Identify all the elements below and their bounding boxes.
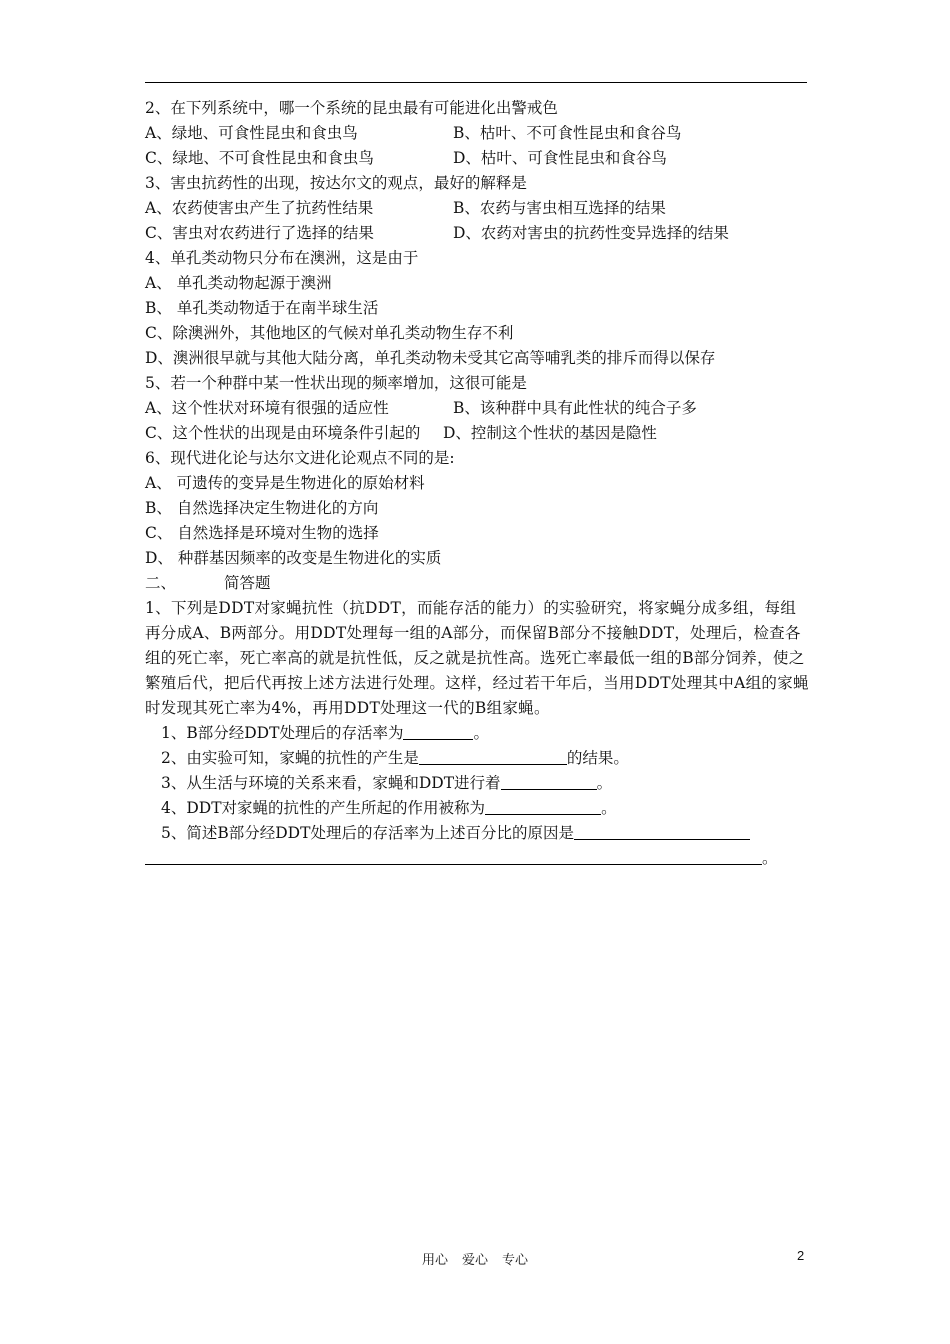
sub-question-5-continuation — [145, 846, 810, 871]
question-content — [145, 96, 810, 871]
q2-option-c: C、绿地、不可食性昆虫和食虫鸟 — [145, 149, 374, 167]
footer-word-3: 专心 — [502, 1253, 529, 1268]
sub-question-4-end: 。 — [601, 799, 617, 817]
q4-option-a: A、 单孔类动物起源于澳洲 — [145, 274, 332, 292]
q6-stem: 6、现代进化论与达尔文进化论观点不同的是: — [145, 449, 455, 467]
sub-question-5-text: 5、简述B部分经DDT处理后的存活率为上述百分比的原因是 — [161, 824, 574, 842]
short-answer-intro: 1、下列是DDT对家蝇抗性（抗DDT，而能存活的能力）的实验研究，将家蝇分成多组，每组再分成A、B两部分。用DDT处理每一组的A部分，而保留B部分不接触DDT，处理后，检查各组的死亡率，死亡率高的就是抗性低，反之就是抗性高。选死亡率最低一组的B部分饲养，使之繁殖后代，把后代再按上述方法进行处理。这样，经过若干年后，当用DDT处理其中A组的家蝇时发现其死亡率为4%，再用DDT处理这一代的B组家蝇。 — [145, 599, 809, 717]
header-rule — [145, 82, 807, 83]
sub-question-3 — [145, 771, 810, 796]
q2-stem: 2、在下列系统中，哪一个系统的昆虫最有可能进化出警戒色 — [145, 99, 558, 117]
answer-blank-5b[interactable] — [145, 849, 762, 865]
q3-stem: 3、害虫抗药性的出现，按达尔文的观点，最好的解释是 — [145, 174, 527, 192]
q3-option-a: A、农药使害虫产生了抗药性结果 — [145, 199, 374, 217]
sub-question-1-text: 1、B部分经DDT处理后的存活率为 — [161, 724, 404, 742]
sub-question-2-end: 的结果。 — [566, 749, 629, 767]
q5-option-d: D、控制这个性状的基因是隐性 — [443, 424, 657, 442]
sub-question-3-end: 。 — [596, 774, 613, 792]
sub-question-5-end: 。 — [762, 849, 778, 867]
q3-option-b: B、农药与害虫相互选择的结果 — [453, 199, 666, 217]
q2-options-row1 — [145, 121, 810, 146]
q2-options-row2 — [145, 146, 810, 171]
footer-word-1: 用心 — [421, 1253, 448, 1268]
sub-question-5 — [145, 821, 810, 846]
section-title: 简答题 — [224, 574, 271, 592]
q5-option-c: C、这个性状的出现是由环境条件引起的 — [145, 424, 421, 442]
q3-options-row1 — [145, 196, 810, 221]
section-number: 二、 — [145, 574, 177, 592]
answer-blank-5a[interactable] — [574, 824, 750, 840]
page-number: 2 — [797, 1248, 805, 1263]
q4-option-d: D、澳洲很早就与其他大陆分离，单孔类动物未受其它高等哺乳类的排斥而得以保存 — [145, 349, 716, 367]
sub-question-1-end: 。 — [473, 724, 489, 742]
q5-stem: 5、若一个种群中某一性状出现的频率增加，这很可能是 — [145, 374, 527, 392]
q2-option-b: B、枯叶、不可食性昆虫和食谷鸟 — [453, 124, 682, 142]
q4-option-c: C、除澳洲外，其他地区的气候对单孔类动物生存不利 — [145, 324, 514, 342]
answer-blank-4[interactable] — [485, 799, 601, 815]
sub-question-2-text: 2、由实验可知，家蝇的抗性的产生是 — [161, 749, 419, 767]
q6-option-d: D、 种群基因频率的改变是生物进化的实质 — [145, 549, 442, 567]
q5-options-row1 — [145, 396, 810, 421]
q5-option-a: A、这个性状对环境有很强的适应性 — [145, 399, 389, 417]
q6-option-c: C、 自然选择是环境对生物的选择 — [145, 524, 379, 542]
sub-question-1 — [145, 721, 810, 746]
sub-question-4 — [145, 796, 810, 821]
q4-stem: 4、单孔类动物只分布在澳洲，这是由于 — [145, 249, 419, 267]
q4-option-b: B、 单孔类动物适于在南半球生活 — [145, 299, 379, 317]
answer-blank-3[interactable] — [501, 774, 597, 790]
sub-question-3-text: 3、从生活与环境的关系来看，家蝇和DDT进行着 — [161, 774, 501, 792]
q2-option-a: A、绿地、可食性昆虫和食虫鸟 — [145, 124, 358, 142]
answer-blank-1[interactable] — [403, 724, 473, 740]
footer-word-2: 爱心 — [461, 1253, 488, 1268]
sub-question-4-text: 4、DDT对家蝇的抗性的产生所起的作用被称为 — [161, 799, 486, 817]
q3-option-c: C、害虫对农药进行了选择的结果 — [145, 224, 374, 242]
answer-blank-2[interactable] — [419, 749, 567, 765]
page-footer — [0, 1249, 950, 1268]
q3-option-d: D、农药对害虫的抗药性变异选择的结果 — [453, 224, 729, 242]
q2-option-d: D、枯叶、可食性昆虫和食谷鸟 — [453, 149, 667, 167]
q5-option-b: B、该种群中具有此性状的纯合子多 — [453, 399, 697, 417]
q5-options-row2 — [145, 421, 810, 446]
q6-option-a: A、 可遗传的变异是生物进化的原始材料 — [145, 474, 425, 492]
q6-option-b: B、 自然选择决定生物进化的方向 — [145, 499, 379, 517]
q3-options-row2 — [145, 221, 810, 246]
section-heading — [145, 571, 810, 596]
sub-question-2 — [145, 746, 810, 771]
